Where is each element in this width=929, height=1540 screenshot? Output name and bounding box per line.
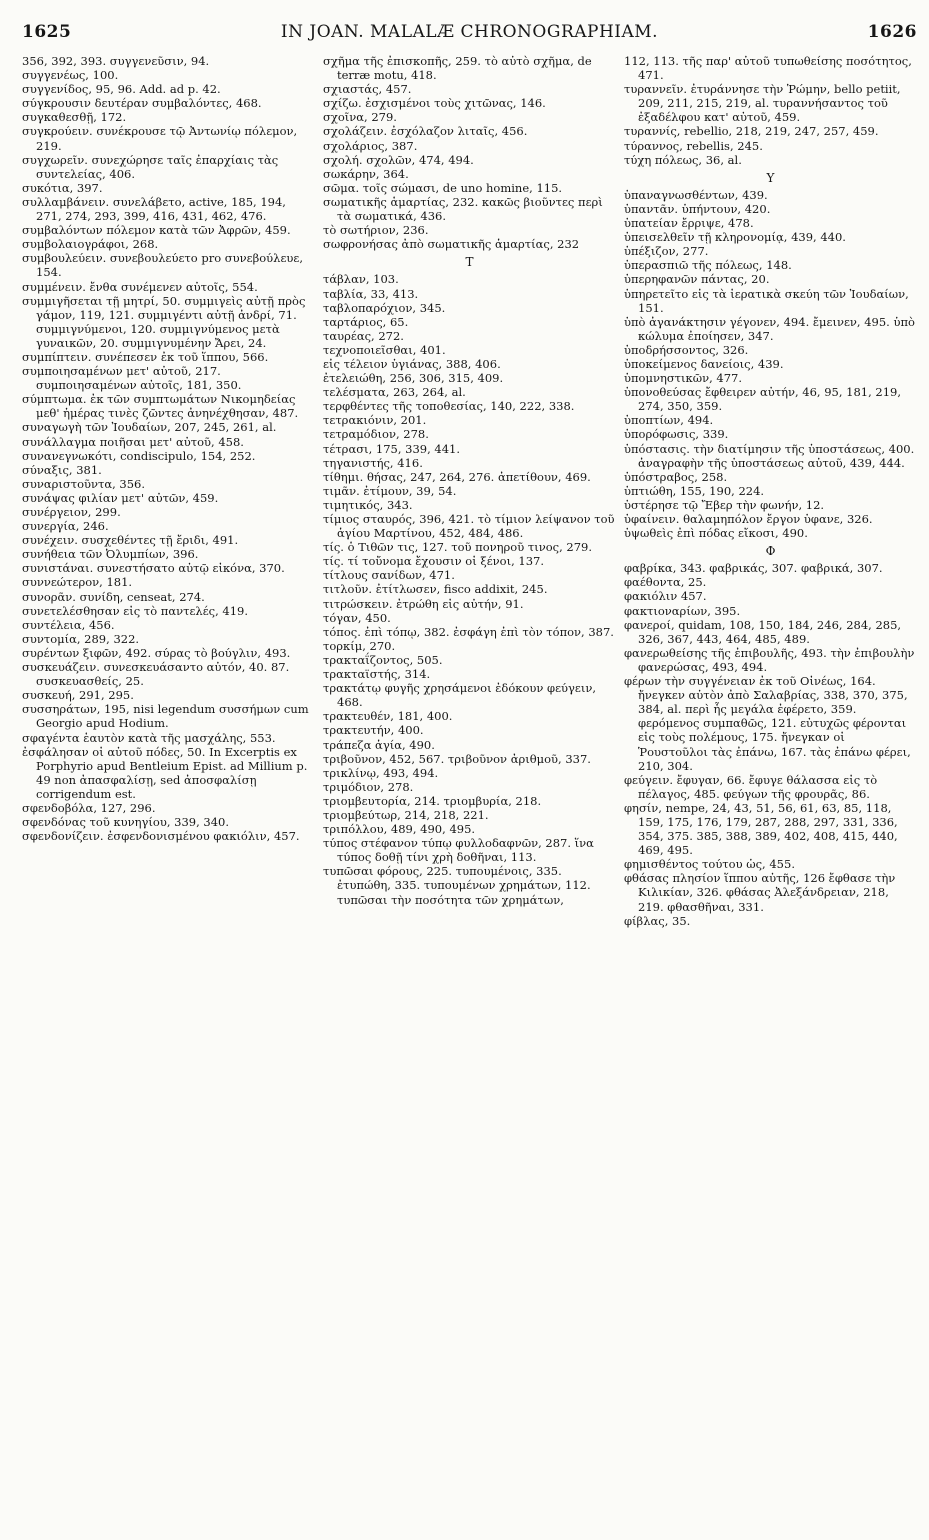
index-entry: συσκευή, 291, 295. (22, 688, 134, 703)
index-entry: τηγανιστής, 416. (323, 455, 423, 470)
index-entry: συγγενίδος, 95, 96. Add. ad p. 42. (22, 82, 221, 97)
index-entry: φανερoί, quidam, 108, 150, 184, 246, 284, 285, 326, 367, 443, 464, 485, 489. (624, 617, 902, 646)
index-entry: τετραμόδιον, 278. (323, 427, 429, 442)
index-entry: σῶμα. τοῖς σώμασι, de uno homine, 115. (323, 180, 563, 195)
index-entry: συνέχειν. συσχεθέντες τῇ ἔριδι, 491. (22, 533, 239, 548)
index-entry: συνορᾶν. συνίδη, censeat, 274. (22, 589, 205, 604)
index-entry: τριομβευτορία, 214. τριομβυρία, 218. (323, 793, 542, 808)
index-entry: συντομία, 289, 322. (22, 631, 140, 646)
index-entry: ὑποκείμενος δανείοις, 439. (624, 356, 784, 371)
index-entry: ὑφαίνειν. θαλαμηπόλον ἔργον ὑφανε, 326. (624, 512, 873, 526)
index-column-1 (22, 54, 315, 928)
index-entry: τρακταϊστής, 314. (323, 667, 431, 682)
index-entry: ὑπατείαν ἔρριψε, 478. (624, 216, 754, 231)
index-entry: ταυρέας, 272. (323, 328, 404, 343)
index-entry: ὑποπτίων, 494. (624, 413, 714, 428)
index-entry: ὑπονοθεύσας ἔφθειρεν αὐτήν, 46, 95, 181, 219, 274, 350, 359. (624, 385, 902, 414)
index-entry: σχολάζειν. ἐσχόλαζον λιταῖς, 456. (323, 124, 528, 139)
index-entry: σχολάριος, 387. (323, 138, 418, 153)
index-entry: τιτλοῦν. ἐτίτλωσεν, fisco addixit, 245. (323, 582, 548, 597)
index-entry: φανερωθείσης τῆς ἐπιβουλῆς, 493. τὴν ἐπιβουλὴν φανερώσας, 493, 494. (624, 645, 915, 674)
index-entry: τίς. ὁ Τιθῶν τις, 127. τοῦ πονηροῦ τινος, 279. (323, 540, 592, 555)
index-entry: ὑπερηφανῶν πάντας, 20. (624, 272, 770, 287)
index-column-2 (323, 54, 616, 928)
index-entry: τορκίμ, 270. (323, 638, 396, 653)
index-entry: συγκρούειν. συνέκρουσε τῷ Ἀντωνίῳ πόλεμον, 219. (22, 124, 298, 153)
index-entry: συνανεγνωκότι, condiscipulo, 154, 252. (22, 448, 256, 463)
index-entry: ὑπορόφωσις, 339. (624, 427, 729, 442)
index-entry: τρακτευθέν, 181, 400. (323, 709, 453, 724)
index-entry: συλλαμβάνειν. συνελάβετο, active, 185, 194, 271, 274, 293, 399, 416, 431, 462, 476. (22, 194, 286, 224)
index-entry: ὑπερασπιῶ τῆς πόλεως, 148. (624, 258, 792, 273)
index-entry: ὑψωθεὶς ἐπὶ πόδας εἴκοσι, 490. (624, 526, 808, 541)
index-entry: ὑπαντᾶν. ὑπήντουν, 420. (624, 201, 771, 216)
index-entry: τόπος. ἐπὶ τόπῳ, 382. ἐσφάγη ἐπὶ τὸν τόπον, 387. (323, 624, 614, 639)
index-entry: τετρακιόνιν, 201. (323, 413, 427, 428)
index-entry: τυραννίς, rebellio, 218, 219, 247, 257, 459. (624, 124, 879, 139)
index-entry: ὑπόστασις. τὴν διατίμησιν τῆς ὑποστάσεως, 400. ἀναγραφὴν τῆς ὑποστάσεως αὐτοῦ, 439, 444. (624, 441, 915, 470)
index-entry: συμμιγῆσεται τῇ μητρί, 50. συμμιγεὶς αὐτῇ πρὸς γάμον, 119, 121. συμμιγέντι αὐτῇ ἀνδρί, 71. συμμιγνύμενοι, 120. συμμιγνύμενος μετὰ γυναικῶν, 20. συμμιγνυμένην Ἄρει, 24. (22, 293, 306, 350)
index-entry: σφενδονίζειν. ἐσφενδονισμένου φακιόλιν, 457. (22, 829, 300, 844)
index-entry: τεχνοποιεῖσθαι, 401. (323, 342, 446, 357)
index-entry: ὑπηρετεῖτο εἰς τὰ ἱερατικὰ σκεύη τῶν Ἰουδαίων, 151. (624, 286, 909, 315)
index-entry: συγγενέως, 100. (22, 68, 119, 83)
index-entry: τρακτευτήν, 400. (323, 723, 424, 738)
index-entry: φακτιοναρίων, 395. (624, 603, 741, 618)
index-entry: συρέντων ξιφῶν, 492. σύρας τὸ βούγλιν, 493. (22, 645, 291, 660)
section-letter: Φ (765, 544, 776, 559)
index-entry: συσσηράτων, 195, nisi legendum συσσήμων cum Georgio apud Hodium. (22, 702, 309, 731)
running-title: IN JOAN. MALALÆ CHRONOGRAPHIAM. (280, 22, 659, 42)
index-entry: συμποιησαμένων μετ' αὐτοῦ, 217. συμποιησαμένων αὐτοῖς, 181, 350. (22, 364, 242, 393)
index-entry: συνέργειον, 299. (22, 505, 121, 519)
index-entry: ὑπόστραβος, 258. (624, 469, 728, 484)
index-entry: τίτλους σανίδων, 471. (323, 568, 455, 583)
index-entry: τριμόδιον, 278. (323, 779, 414, 794)
index-entry: ὑπαναγνωσθέντων, 439. (624, 187, 768, 202)
index-entry: σχίζω. ἐσχισμένοι τοὺς χιτῶνας, 146. (323, 96, 546, 111)
index-entry: ταβλία, 33, 413. (323, 286, 419, 301)
index-entry: τύχη πόλεως, 36, al. (624, 152, 742, 167)
index-entry: συμβολαιογράφοι, 268. (22, 237, 159, 252)
index-entry: σωκάρην, 364. (323, 166, 409, 181)
index-entry: συνάλλαγμα ποιῆσαι μετ' αὐτοῦ, 458. (22, 434, 244, 449)
index-entry: σωματικῆς ἁμαρτίας, 232. κακῶς βιοῦντες περὶ τὰ σωματικά, 436. (323, 194, 603, 224)
index-entry: φίβλας, 35. (624, 913, 691, 928)
index-entry: φέρων τὴν συγγένειαν ἐκ τοῦ Οἰνέως, 164. ἤνεγκεν αὐτὸν ἀπὸ Σαλαβρίας, 338, 370, 375, 384, al. περὶ ἧς μεγάλα ἐφέρετο, 359. φερόμενος συμπαθῶς, 121. εὐτυχῶς φέρονται εἰς τοὺς πολέμους, 175. ἤνεγκαν οἱ Ῥουστοῦλοι τὰς ἐπάνω, 167. τὰς ἐπάνω φέρει, 210, 304. (624, 674, 911, 773)
index-entry: φθάσας πλησίον ἵππου αὐτῆς, 126 ἔφθασε τὴν Κιλικίαν, 326. φθάσας Ἀλεξάνδρειαν, 218, 219. φθασθῆναι, 331. (624, 871, 896, 914)
index-entry: τὸ σωτήριον, 236. (323, 223, 429, 238)
index-entry: συνετελέσθησαν εἰς τὸ παντελές, 419. (22, 603, 249, 618)
index-entry: συναριστοῦντα, 356. (22, 476, 146, 491)
index-entry: τίθημι. θήσας, 247, 264, 276. ἀπετίθουν, 469. (323, 469, 591, 484)
index-entry: τιμητικός, 343. (323, 497, 413, 512)
page-number-right: 1626 (867, 22, 917, 42)
index-entry: τύπος στέφανον τύπῳ φυλλοδαφνῶν, 287. ἵνα τύπος δοθῇ τίνι χρὴ δοθῆναι, 113. (323, 836, 594, 865)
index-entry: τίμιος σταυρός, 396, 421. τὸ τίμιον λείψανον τοῦ ἁγίου Μαρτίνου, 452, 484, 486. (323, 512, 615, 541)
index-entry: τάβλαν, 103. (323, 272, 399, 287)
index-entry: τριομβεύτωρ, 214, 218, 221. (323, 807, 489, 822)
index-entry: συνήθεια τῶν Ὀλυμπίων, 396. (22, 547, 199, 562)
index-entry: συννεώτερον, 181. (22, 575, 133, 590)
index-entry: σύμπτωμα. ἐκ τῶν συμπτωμάτων Νικομηδείας μεθ' ἡμέρας τινὲς ζῶντες ἀνηνέχθησαν, 487. (22, 392, 299, 421)
index-entry: ὑποδρήσσοντος, 326. (624, 342, 749, 357)
index-entry: σωφρονήσας ἀπὸ σωματικῆς ἁμαρτίας, 232 (323, 237, 580, 252)
section-letter: Τ (465, 255, 474, 270)
index-entry: τερφθέντες τῆς τοποθεσίας, 140, 222, 338. (323, 399, 575, 414)
index-entry: ὑπομνηστικῶν, 477. (624, 371, 743, 386)
index-entry: τόγαν, 450. (323, 610, 391, 625)
index-entry: σχιαστάς, 457. (323, 82, 412, 97)
section-letter: Υ (766, 170, 775, 185)
index-entry: συνιστάναι. συνεστήσατο αὐτῷ εἰκόνα, 370. (22, 561, 285, 576)
index-entry: φακιόλιν 457. (624, 589, 707, 604)
index-columns (22, 54, 917, 928)
index-entry: συναγωγὴ τῶν Ἰουδαίων, 207, 245, 261, al. (22, 420, 277, 435)
index-entry: συμπίπτειν. συνέπεσεν ἐκ τοῦ ἵππου, 566. (22, 349, 269, 364)
index-entry: τελέσματα, 263, 264, al. (323, 385, 466, 400)
index-entry: εἰς τέλειον ὑγιάνας, 388, 406. (323, 356, 501, 371)
index-entry: ὑπὸ ἀγανάκτησιν γέγονεν, 494. ἔμεινεν, 495. ὑπὸ κώλυμα ἐποίησεν, 347. (624, 314, 915, 343)
index-entry: σχοῖνα, 279. (323, 110, 397, 125)
index-entry: συγκαθεσθῇ, 172. (22, 110, 127, 125)
index-entry: ὑπέξιζον, 277. (624, 244, 709, 259)
index-entry: τύραννος, rebellis, 245. (624, 138, 763, 153)
index-entry: τρακτάτῳ φυγῆς χρησάμενοι ἐδόκουν φεύγειν, 468. (323, 681, 597, 710)
index-entry: τίς. τί τοὔνομα ἔχουσιν οἱ ξένοι, 137. (323, 554, 545, 569)
index-entry: τιμᾶν. ἐτίμουν, 39, 54. (323, 483, 457, 498)
index-entry: 356, 392, 393. συγγενεῦσιν, 94. (22, 54, 210, 68)
index-entry: συντέλεια, 456. (22, 617, 115, 632)
index-entry: τράπεζα ἁγία, 490. (323, 737, 435, 752)
index-entry: συνεργία, 246. (22, 519, 109, 534)
index-entry: συμβαλόντων πόλεμον κατὰ τῶν Ἀφρῶν, 459. (22, 223, 291, 238)
index-entry: σχῆμα τῆς ἐπισκοπῆς, 259. τὸ αὐτὸ σχῆμα, de terræ motu, 418. (323, 54, 592, 83)
index-entry: σφενδοβόλα, 127, 296. (22, 800, 156, 815)
page-header (22, 22, 917, 46)
index-entry: τριπόλλου, 489, 490, 495. (323, 822, 476, 837)
index-entry: συγχωρεῖν. συνεχώρησε ταῖς ἐπαρχίαις τὰς συντελείας, 406. (22, 152, 279, 181)
index-entry: συσκευάζειν. συνεσκευάσαντο αὐτόν, 40. 87. συσκευασθείς, 25. (22, 660, 290, 689)
index-entry: συμμένειν. ἔνθα συνέμενεν αὐτοῖς, 554. (22, 279, 258, 294)
index-entry: τυραννεῖν. ἐτυράννησε τὴν Ῥώμην, bello petiit, 209, 211, 215, 219, al. τυραννήσαντος τοῦ ἐξαδέλφου κατ' αὐτοῦ, 459. (624, 82, 901, 125)
index-entry: τέτρασι, 175, 339, 441. (323, 441, 461, 456)
index-entry: σύγκρουσιν δευτέραν συμβαλόντες, 468. (22, 96, 262, 111)
index-column-3 (624, 54, 917, 928)
index-entry: συμβουλεύειν. συνεβουλεύετο pro συνεβούλευε, 154. (22, 251, 304, 280)
index-entry: σφενδόνας τοῦ κυνηγίου, 339, 340. (22, 815, 230, 830)
index-entry: τρικλίνῳ, 493, 494. (323, 765, 439, 780)
index-entry: τρακταΐζοντος, 505. (323, 652, 443, 667)
index-entry: φησίν, nempe, 24, 43, 51, 56, 61, 63, 85, 118, 159, 175, 176, 179, 287, 288, 297, 331, 336, 354, 375. 385, 388, 389, 402, 408, 415, 440, 469, 495. (624, 800, 898, 858)
index-entry: ἐσφάλησαν οἱ αὐτοῦ πόδες, 50. In Excerptis ex Porphyrio apud Bentleium Epist. ad Millium p. 49 non ἀπασφαλίσῃ, sed ἀποσφαλίσῃ corrigendum est. (22, 744, 308, 801)
index-entry: σύναξις, 381. (22, 462, 102, 477)
index-entry: συκότια, 397. (22, 180, 103, 195)
index-entry: ὑστέρησε τῷ Ἔβερ τὴν φωνήν, 12. (624, 497, 825, 512)
index-entry: συνάψας φιλίαν μετ' αὐτῶν, 459. (22, 490, 219, 505)
index-entry: σχολή. σχολῶν, 474, 494. (323, 152, 474, 167)
index-entry: ὑπεισελθεῖν τῇ κληρονομίᾳ, 439, 440. (624, 230, 846, 245)
index-entry: τιτρώσκειν. ἐτρώθη εἰς αὐτήν, 91. (323, 596, 524, 611)
index-entry: σφαγέντα ἑαυτὸν κατὰ τῆς μασχάλης, 553. (22, 730, 276, 745)
index-entry: 112, 113. τῆς παρ' αὐτοῦ τυπωθείσης ποσότητος, 471. (624, 54, 912, 83)
index-entry: φεύγειν. ἔφυγαν, 66. ἔφυγε θάλασσα εἰς τὸ πέλαγος, 485. φεύγων τῆς φρουρᾶς, 86. (624, 772, 878, 801)
index-entry: φαέθοντα, 25. (624, 575, 707, 590)
index-entry: ταβλοπαρόχιον, 345. (323, 300, 446, 315)
index-entry: τριβοῦνον, 452, 567. τριβοῦνον ἀριθμοῦ, 337. (323, 751, 591, 766)
index-entry: τυπῶσαι φόρους, 225. τυπουμένοις, 335. ἐτυπώθη, 335. τυπουμένων χρημάτων, 112. τυπῶσαι τὴν ποσότητα τῶν χρημάτων, (323, 864, 591, 907)
index-entry: ἐτελειώθη, 256, 306, 315, 409. (323, 371, 504, 386)
index-entry: φαβρίκα, 343. φαβρικάς, 307. φαβρικά, 307. (624, 561, 883, 576)
index-entry: φημισθέντος τούτου ὡς, 455. (624, 857, 795, 872)
index-entry: ὑπτιώθη, 155, 190, 224. (624, 483, 765, 498)
page-number-left: 1625 (22, 22, 72, 42)
index-entry: ταρτάριος, 65. (323, 314, 409, 329)
